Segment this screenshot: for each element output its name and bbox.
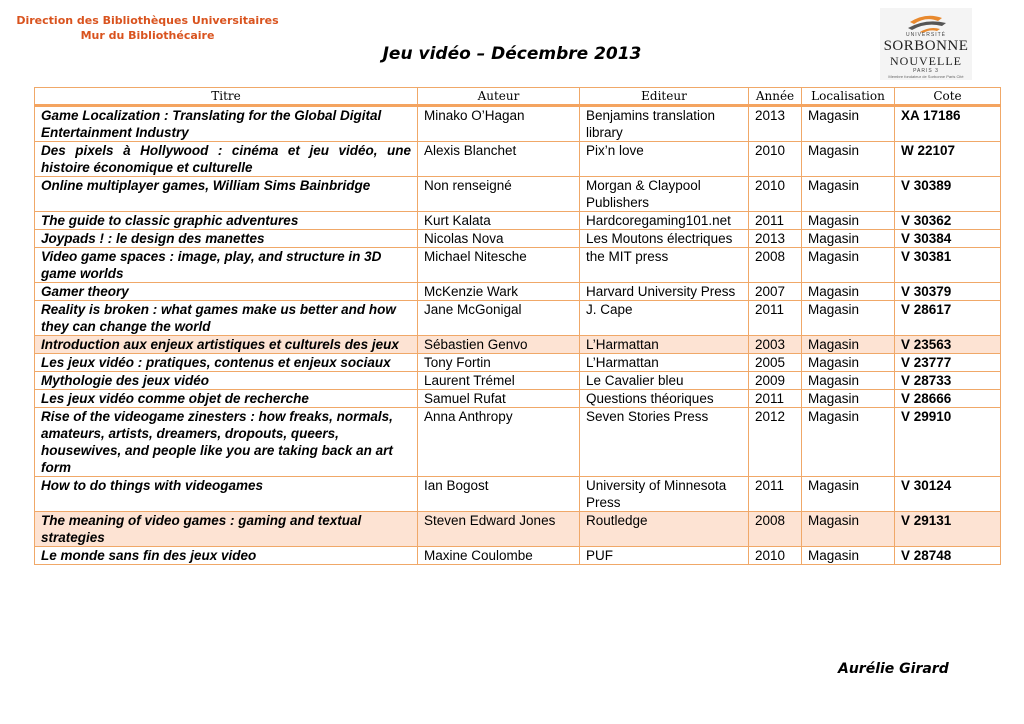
cell-auteur: Tony Fortin <box>418 354 580 372</box>
cell-annee: 2005 <box>749 354 802 372</box>
book-table <box>34 87 1001 565</box>
cell-auteur: Laurent Trémel <box>418 372 580 390</box>
column-header-auteur: Auteur <box>418 88 580 106</box>
cell-titre: Introduction aux enjeux artistiques et culturels des jeux <box>35 336 418 354</box>
table-row <box>35 512 1001 547</box>
cell-localisation: Magasin <box>802 248 895 283</box>
cell-localisation: Magasin <box>802 547 895 565</box>
cell-localisation: Magasin <box>802 177 895 212</box>
table-row <box>35 212 1001 230</box>
cell-auteur: Steven Edward Jones <box>418 512 580 547</box>
cell-titre: Mythologie des jeux vidéo <box>35 372 418 390</box>
signature: Aurélie Girard <box>838 661 949 677</box>
cell-localisation: Magasin <box>802 142 895 177</box>
cell-editeur: Routledge <box>580 512 749 547</box>
table-row <box>35 336 1001 354</box>
column-header-annee: Année <box>749 88 802 106</box>
column-header-cote: Cote <box>895 88 1001 106</box>
cell-auteur: Sébastien Genvo <box>418 336 580 354</box>
cell-cote: V 28666 <box>895 390 1001 408</box>
cell-titre: Game Localization : Translating for the Global Digital Entertainment Industry <box>35 106 418 142</box>
cell-editeur: Les Moutons électriques <box>580 230 749 248</box>
cell-editeur: Morgan & Claypool Publishers <box>580 177 749 212</box>
cell-editeur: J. Cape <box>580 301 749 336</box>
table-row <box>35 106 1001 142</box>
cell-localisation: Magasin <box>802 301 895 336</box>
cell-annee: 2010 <box>749 142 802 177</box>
org-name: Direction des Bibliothèques Universitaires <box>16 14 279 27</box>
cell-cote: V 30124 <box>895 477 1001 512</box>
table-header-row <box>35 88 1001 106</box>
logo-tagline: Membre fondateur de Sorbonne Paris Cité <box>888 74 964 79</box>
cell-editeur: Benjamins translation library <box>580 106 749 142</box>
cell-annee: 2011 <box>749 212 802 230</box>
cell-localisation: Magasin <box>802 212 895 230</box>
cell-cote: V 30389 <box>895 177 1001 212</box>
cell-annee: 2008 <box>749 248 802 283</box>
cell-auteur: Alexis Blanchet <box>418 142 580 177</box>
cell-editeur: Hardcoregaming101.net <box>580 212 749 230</box>
cell-annee: 2012 <box>749 408 802 477</box>
table-row <box>35 230 1001 248</box>
cell-annee: 2013 <box>749 230 802 248</box>
cell-annee: 2007 <box>749 283 802 301</box>
logo-line1: SORBONNE <box>883 38 969 54</box>
org-header <box>0 13 295 43</box>
cell-cote: V 30362 <box>895 212 1001 230</box>
cell-localisation: Magasin <box>802 390 895 408</box>
cell-auteur: Kurt Kalata <box>418 212 580 230</box>
table-row <box>35 283 1001 301</box>
cell-editeur: L’Harmattan <box>580 336 749 354</box>
cell-localisation: Magasin <box>802 512 895 547</box>
table-row <box>35 301 1001 336</box>
column-header-localisation: Localisation <box>802 88 895 106</box>
cell-auteur: McKenzie Wark <box>418 283 580 301</box>
cell-auteur: Ian Bogost <box>418 477 580 512</box>
cell-auteur: Minako O’Hagan <box>418 106 580 142</box>
cell-editeur: Harvard University Press <box>580 283 749 301</box>
cell-titre: Les jeux vidéo : pratiques, contenus et enjeux sociaux <box>35 354 418 372</box>
table-row <box>35 248 1001 283</box>
cell-localisation: Magasin <box>802 283 895 301</box>
logo-top: UNIVERSITÉ <box>905 32 946 38</box>
cell-titre: The guide to classic graphic adventures <box>35 212 418 230</box>
cell-titre: Gamer theory <box>35 283 418 301</box>
cell-annee: 2013 <box>749 106 802 142</box>
table-row <box>35 477 1001 512</box>
table-row <box>35 547 1001 565</box>
cell-editeur: Seven Stories Press <box>580 408 749 477</box>
cell-cote: V 29131 <box>895 512 1001 547</box>
table-row <box>35 354 1001 372</box>
cell-annee: 2011 <box>749 301 802 336</box>
cell-cote: XA 17186 <box>895 106 1001 142</box>
cell-titre: Les jeux vidéo comme objet de recherche <box>35 390 418 408</box>
cell-auteur: Samuel Rufat <box>418 390 580 408</box>
page-title: Jeu vidéo – Décembre 2013 <box>382 44 642 64</box>
cell-titre: How to do things with videogames <box>35 477 418 512</box>
cell-annee: 2011 <box>749 477 802 512</box>
cell-editeur: the MIT press <box>580 248 749 283</box>
cell-editeur: University of Minnesota Press <box>580 477 749 512</box>
table-row <box>35 408 1001 477</box>
cell-titre: Online multiplayer games, William Sims Bainbridge <box>35 177 418 212</box>
cell-auteur: Jane McGonigal <box>418 301 580 336</box>
table-row <box>35 142 1001 177</box>
cell-annee: 2003 <box>749 336 802 354</box>
cell-annee: 2010 <box>749 177 802 212</box>
cell-editeur: Pix’n love <box>580 142 749 177</box>
cell-editeur: Questions théoriques <box>580 390 749 408</box>
cell-cote: V 23563 <box>895 336 1001 354</box>
table-row <box>35 177 1001 212</box>
cell-cote: V 29910 <box>895 408 1001 477</box>
column-header-titre: Titre <box>35 88 418 106</box>
cell-editeur: Le Cavalier bleu <box>580 372 749 390</box>
cell-cote: V 30381 <box>895 248 1001 283</box>
cell-auteur: Non renseigné <box>418 177 580 212</box>
cell-titre: Des pixels à Hollywood : cinéma et jeu vidéo, une histoire économique et culturelle <box>35 142 418 177</box>
table-row <box>35 390 1001 408</box>
logo-line3: PARIS 3 <box>913 68 939 74</box>
org-subtitle: Mur du Bibliothécaire <box>80 29 215 42</box>
cell-annee: 2008 <box>749 512 802 547</box>
logo-line2: NOUVELLE <box>890 54 962 68</box>
cell-editeur: L’Harmattan <box>580 354 749 372</box>
cell-annee: 2010 <box>749 547 802 565</box>
cell-cote: V 28733 <box>895 372 1001 390</box>
cell-titre: Rise of the videogame zinesters : how freaks, normals, amateurs, artists, dreamers, dropouts, queers, housewives, and people like you are taking back an art form <box>35 408 418 477</box>
cell-localisation: Magasin <box>802 106 895 142</box>
cell-annee: 2009 <box>749 372 802 390</box>
cell-auteur: Michael Nitesche <box>418 248 580 283</box>
cell-titre: Reality is broken : what games make us better and how they can change the world <box>35 301 418 336</box>
cell-cote: V 30384 <box>895 230 1001 248</box>
cell-localisation: Magasin <box>802 408 895 477</box>
cell-titre: The meaning of video games : gaming and textual strategies <box>35 512 418 547</box>
cell-localisation: Magasin <box>802 477 895 512</box>
cell-annee: 2011 <box>749 390 802 408</box>
cell-cote: V 28748 <box>895 547 1001 565</box>
cell-titre: Video game spaces : image, play, and structure in 3D game worlds <box>35 248 418 283</box>
cell-localisation: Magasin <box>802 230 895 248</box>
cell-titre: Le monde sans fin des jeux video <box>35 547 418 565</box>
column-header-editeur: Editeur <box>580 88 749 106</box>
cell-localisation: Magasin <box>802 336 895 354</box>
cell-cote: V 23777 <box>895 354 1001 372</box>
cell-editeur: PUF <box>580 547 749 565</box>
cell-cote: V 30379 <box>895 283 1001 301</box>
cell-titre: Joypads ! : le design des manettes <box>35 230 418 248</box>
cell-auteur: Anna Anthropy <box>418 408 580 477</box>
cell-auteur: Nicolas Nova <box>418 230 580 248</box>
cell-cote: V 28617 <box>895 301 1001 336</box>
cell-localisation: Magasin <box>802 372 895 390</box>
cell-localisation: Magasin <box>802 354 895 372</box>
cell-cote: W 22107 <box>895 142 1001 177</box>
cell-auteur: Maxine Coulombe <box>418 547 580 565</box>
table-row <box>35 372 1001 390</box>
